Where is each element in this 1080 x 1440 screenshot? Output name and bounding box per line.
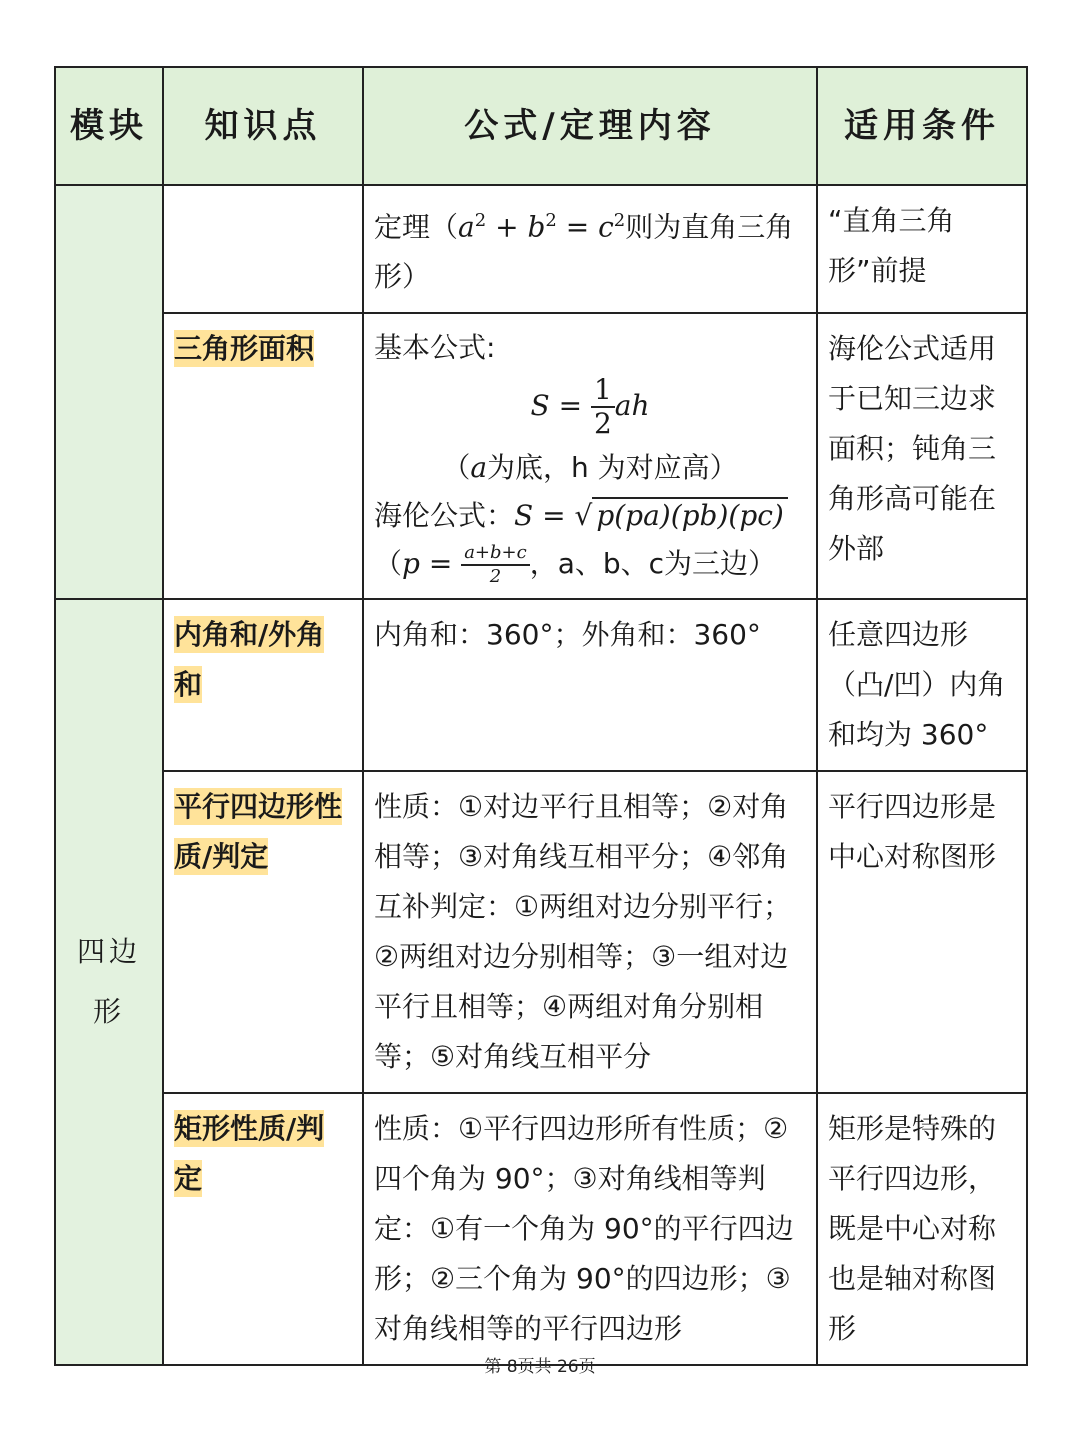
- area-formula: [374, 372, 806, 444]
- module-cell: [55, 185, 163, 599]
- header-knowledge-point: 知识点: [163, 67, 363, 185]
- knowledge-highlight: 三角形面积: [174, 332, 315, 366]
- header-module: 模块: [55, 67, 163, 185]
- exponent: 2: [613, 210, 626, 231]
- table-row: [55, 313, 1027, 599]
- condition-cell: 海伦公式适用于已知三边求面积；钝角三角形高可能在外部: [817, 313, 1027, 599]
- condition-cell: 平行四边形是中心对称图形: [817, 771, 1027, 1093]
- exponent: 2: [545, 210, 557, 231]
- operator: =: [549, 389, 591, 423]
- formula-cell: [363, 185, 817, 313]
- fraction-numerator: a+b+c: [461, 544, 530, 566]
- header-condition: 适用条件: [817, 67, 1027, 185]
- header-formula: 公式/定理内容: [363, 67, 817, 185]
- condition-cell: “直角三角形”前提: [817, 185, 1027, 313]
- page-footer: 第 8页共 26页: [484, 1357, 596, 1377]
- formula-note: [374, 444, 806, 492]
- math-var: ah: [614, 389, 650, 423]
- text: ，a、b、c为三边）: [529, 547, 777, 581]
- sqrt-body: p(pa)(pb)(pc): [592, 497, 788, 532]
- sqrt-sign: √: [574, 499, 593, 533]
- text: 海伦公式：: [374, 499, 515, 533]
- header-row: [55, 67, 1027, 185]
- text: （: [442, 451, 471, 485]
- text: （: [374, 547, 403, 581]
- math-var: a: [470, 451, 488, 485]
- knowledge-cell: [163, 1093, 363, 1365]
- formula-intro: 基本公式:: [374, 331, 496, 365]
- text: 为底，h 为对应高）: [487, 451, 738, 485]
- knowledge-highlight: 内角和/外角和: [174, 618, 325, 702]
- formula-cell: 性质：①对边平行且相等；②对角相等；③对角线互相平分；④邻角互补判定：①两组对边分别平行；②两组对边分别相等；③一组对边平行且相等；④两组对角分别相等；⑤对角线互相平分: [363, 771, 817, 1093]
- math-var: b: [527, 210, 546, 244]
- knowledge-cell: [163, 185, 363, 313]
- table-row: [55, 1093, 1027, 1365]
- operator: +: [486, 210, 528, 244]
- semi-perimeter: [374, 540, 806, 588]
- knowledge-highlight: 平行四边形性质/判定: [174, 790, 343, 874]
- text: 定理（: [374, 210, 459, 244]
- table-row: [55, 599, 1027, 771]
- formula-cell: 性质：①平行四边形所有性质；②四个角为 90°；③对角线相等判定：①有一个角为 90°的平行四边形；②三个角为 90°的四边形；③对角线相等的平行四边形: [363, 1093, 817, 1365]
- knowledge-cell: [163, 771, 363, 1093]
- knowledge-cell: [163, 599, 363, 771]
- heron-formula: [374, 492, 806, 540]
- knowledge-cell: [163, 313, 363, 599]
- math-var: p =: [402, 547, 462, 581]
- text: 则为直角三角形）: [374, 210, 794, 294]
- math-var: c: [598, 210, 614, 244]
- table-row: [55, 771, 1027, 1093]
- fraction-denominator: 2: [593, 407, 612, 441]
- math-var: S =: [514, 499, 575, 533]
- fraction-numerator: 1: [591, 376, 615, 408]
- math-var: S: [530, 389, 550, 423]
- condition-cell: 任意四边形（凸/凹）内角和均为 360°: [817, 599, 1027, 771]
- formula-cell: 内角和：360°；外角和：360°: [363, 599, 817, 771]
- table-row: [55, 185, 1027, 313]
- exponent: 2: [474, 210, 487, 231]
- condition-cell: 矩形是特殊的平行四边形，既是中心对称也是轴对称图形: [817, 1093, 1027, 1365]
- knowledge-table: [54, 66, 1028, 1366]
- formula-cell: [363, 313, 817, 599]
- fraction: [591, 373, 615, 441]
- fraction-denominator: 2: [489, 566, 502, 588]
- fraction: [461, 544, 530, 586]
- operator: =: [556, 210, 599, 244]
- math-var: a: [458, 210, 475, 244]
- module-cell: 四边形: [55, 599, 163, 1365]
- knowledge-highlight: 矩形性质/判定: [174, 1112, 325, 1196]
